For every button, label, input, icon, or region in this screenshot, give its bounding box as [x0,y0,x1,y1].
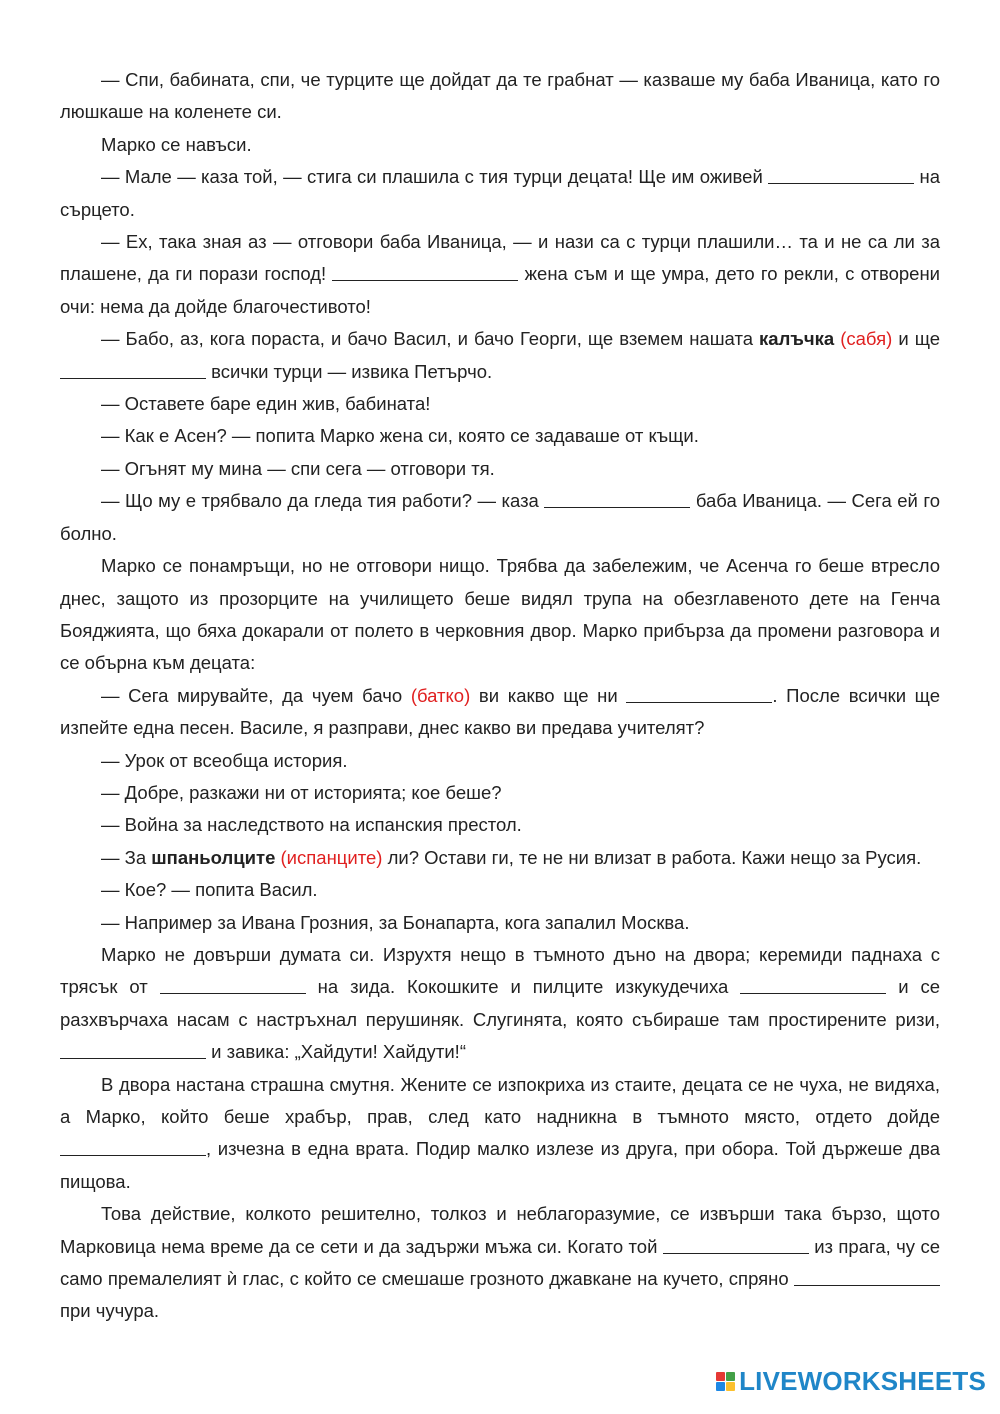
paragraph [60,388,940,420]
fill-in-blank[interactable] [794,1268,940,1286]
paragraph [60,453,940,485]
text-run: и завика: „Хайдути! Хайдути!“ [206,1041,466,1063]
text-run: , изчезна в една врата. Подир малко излезе из друга, при обора. Той държеше два пищова. [60,1138,940,1192]
text-run: при чучура. [60,1300,160,1322]
paragraph [60,809,940,841]
text-run: Марко се навъси. [101,133,252,155]
text-run: — Ех, така зная аз — отговори баба Иваница, — и нази са с турци плашили… та и не са ли за плашене, да ги порази господ! [60,231,940,285]
text-run: — Огънят му мина — спи сега — отговори тя. [101,457,495,479]
fill-in-blank[interactable] [60,361,206,379]
text-run: — Сега мирувайте, да чуем бачо [101,684,411,706]
text-run: на сърцето. [60,166,940,220]
paragraph [60,874,940,906]
text-run: — Спи, бабината, спи, че турците ще дойдат да те грабнат — казваше му баба Иваница, като го люшкаше на коленете си. [60,69,940,123]
text-run: — Война за наследството на испанския престол. [101,814,522,836]
paragraph [60,550,940,680]
paragraph [60,1069,940,1199]
text-run: — Добре, разкажи ни от историята; кое беше? [101,781,502,803]
logo-square-red [716,1372,725,1381]
text-run: В двора настана страшна смутня. Жените се изпокриха из стаите, децата се не чуха, не видяха, а Марко, който беше храбър, прав, след като надникна в тъмното място, отдето дойде [60,1073,940,1127]
text-run: — Мале — каза той, — стига си плашила с тия турци децата! Ще им оживей [101,166,769,188]
paragraph [60,226,940,323]
text-run: — Оставете баре един жив, бабината! [101,393,431,415]
bold-term: шпаньолците [151,846,276,868]
paragraph [60,64,940,129]
text-run: на зида. Кокошките и пилците изкукудечиха [305,976,741,998]
text-run: Марко не довърши думата си. Изрухтя нещо в тъмното дъно на двора; керемиди паднаха с трясък от [60,943,940,998]
paragraph [60,161,940,226]
text-run: — Урок от всеобща история. [101,749,348,771]
liveworksheets-logo-icon [716,1372,735,1391]
logo-square-yellow [726,1382,735,1391]
paragraph [60,842,940,874]
paragraph [60,323,940,388]
fill-in-blank[interactable] [160,976,306,994]
paragraph [60,907,940,939]
gloss-red: (сабя) [840,328,893,350]
paragraph [60,939,940,1069]
logo-square-blue [716,1382,725,1391]
paragraph [60,485,940,550]
text-run: жена съм и ще умра, дето го рекли, с отворени очи: нема да дойде благочестивото! [60,263,940,317]
paragraph [60,745,940,777]
text-run: и се разхвърчаха насам с настръхнал перушиняк. Слугинята, която събираше там простирените ризи, [60,976,941,1030]
paragraph [60,680,940,745]
text-run: — Що му е трябвало да гледа тия работи? — каза [101,490,545,512]
text-run: — Кое? — попита Васил. [101,879,318,901]
liveworksheets-logo [716,1366,986,1396]
text-run: — Бабо, аз, кога пораста, и бачо Васил, и бачо Георги, ще вземем нашата [101,328,760,350]
text-run: баба Иваница. — Сега ей го болно. [60,490,940,544]
fill-in-blank[interactable] [768,166,914,184]
gloss-red: (испанците) [280,846,383,868]
text-run: Марко се понамръщи, но не отговори нищо. Трябва да забележим, че Асенча го беше втресло днес, защото из прозорците на училището беше видял трупа на обезглавеното дете на Генча Бояджията, що бяха докарали от полето в черковния двор. Марко прибърза да промени разговора и се обърна към децата: [60,555,940,674]
text-run: из прага, чу се само премалелият ѝ глас, с който се смешаше грозното джавкане на кучето, спряно [60,1235,940,1290]
text-run: всички турци — извика Петърчо. [206,360,493,382]
text-run: — Например за Ивана Грозния, за Бонапарта, кога запалил Москва. [101,911,690,933]
logo-square-green [726,1372,735,1381]
fill-in-blank[interactable] [60,1138,206,1156]
brand-name: LIVEWORKSHEETS [739,1365,986,1396]
fill-in-blank[interactable] [663,1236,809,1254]
fill-in-blank[interactable] [544,490,690,508]
fill-in-blank[interactable] [60,1041,206,1059]
text-run: ли? Остави ги, те не ни влизат в работа. Кажи нещо за Русия. [382,846,922,868]
bold-term: калъчка [759,328,835,350]
text-run: Това действие, колкото решително, толкоз и неблагоразумие, се извърши така бързо, щото Марковица нема време да се сети и да задържи мъжа си. Когато той [60,1203,940,1257]
gloss-red: (батко) [410,684,471,706]
text-run: — За [101,846,152,868]
worksheet-text [60,64,940,1328]
paragraph [60,129,940,161]
text-run: — Как е Асен? — попита Марко жена си, която се задаваше от къщи. [101,425,699,447]
text-run: ви какво ще ни [470,684,627,706]
text-run: и ще [892,328,941,350]
fill-in-blank[interactable] [332,263,518,281]
paragraph [60,1198,940,1328]
paragraph [60,420,940,452]
paragraph [60,777,940,809]
fill-in-blank[interactable] [626,685,772,703]
fill-in-blank[interactable] [740,976,886,994]
text-run: . После всички ще изпейте една песен. Василе, я разправи, днес какво ви предава учителят? [60,684,940,739]
